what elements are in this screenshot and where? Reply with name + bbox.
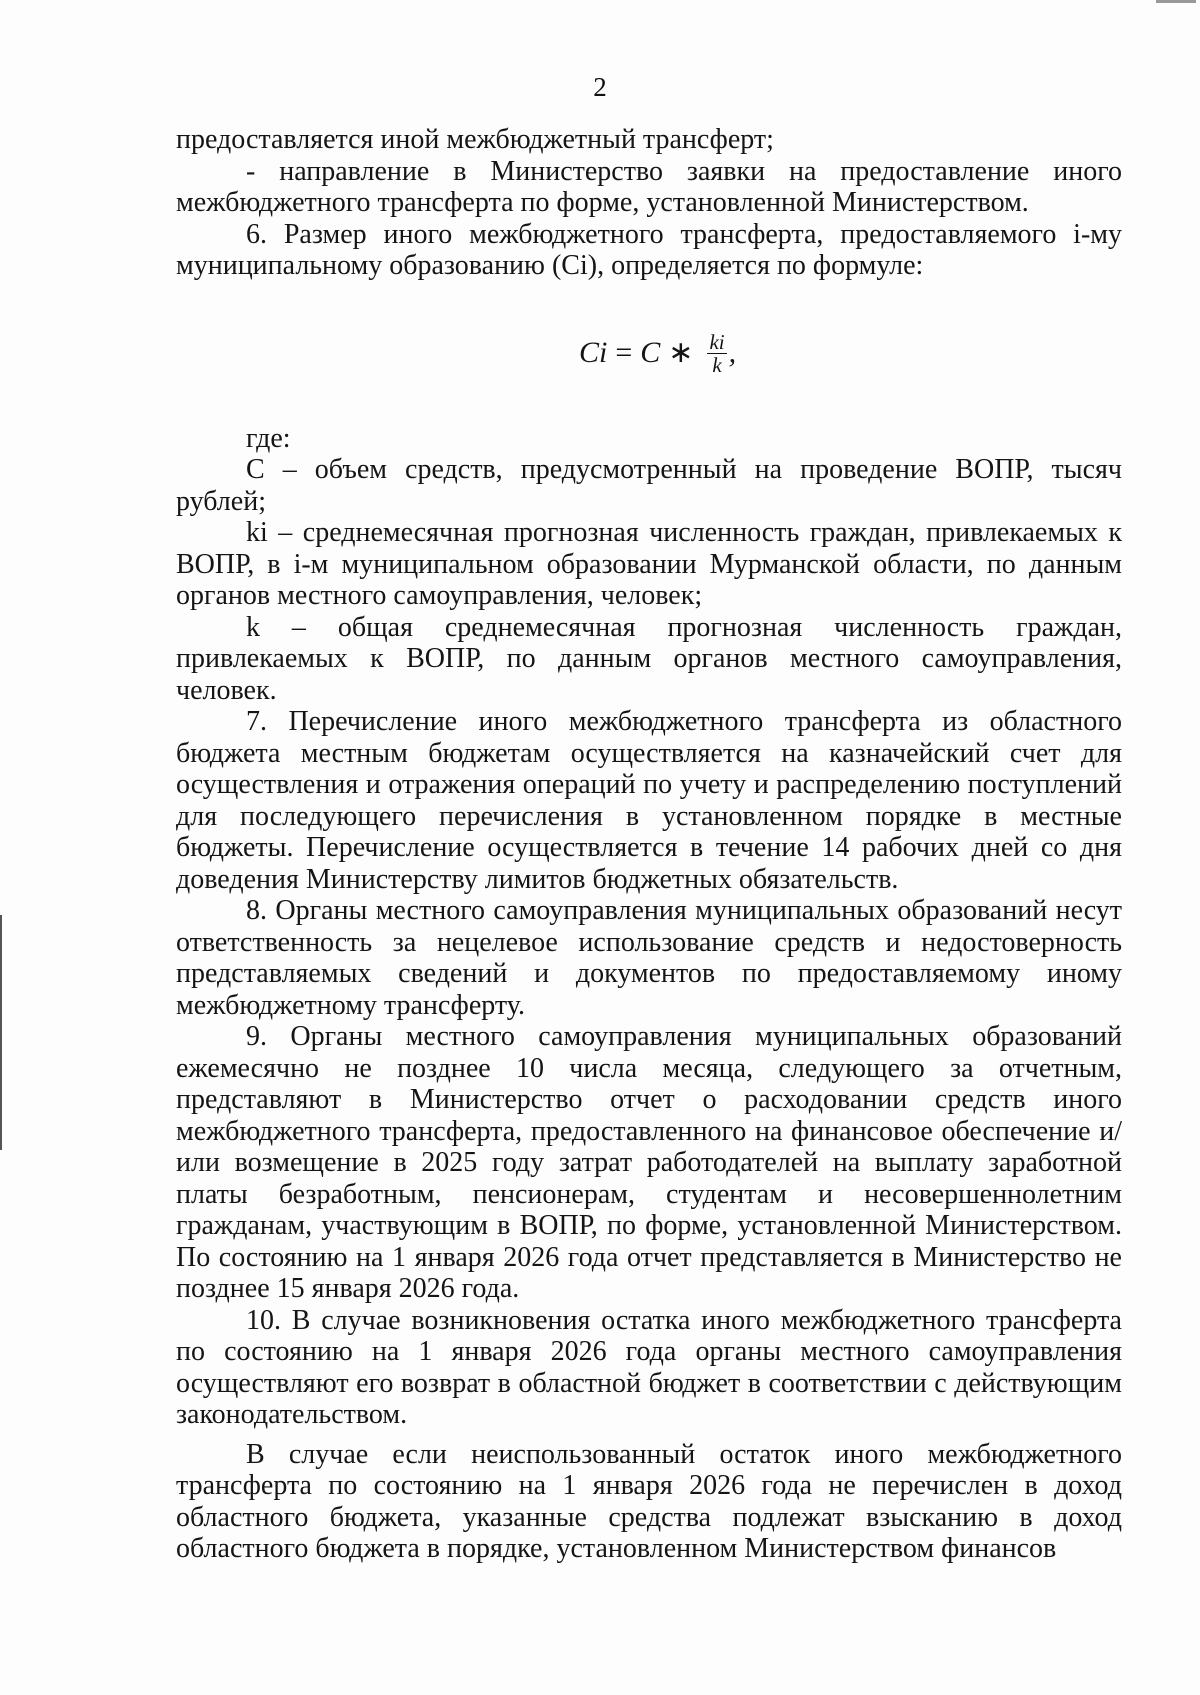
formula-comma: , <box>728 336 737 370</box>
formula-equals: = <box>615 336 633 370</box>
formula-expression <box>579 331 736 376</box>
formula <box>176 282 1122 423</box>
paragraph: 8. Органы местного самоуправления муниципальных образований несут ответственность за нецелевое использование средств и недостоверность представляемых сведений и документов по предоставляемому иному межбюджетному трансферту. <box>176 895 1122 1021</box>
paragraph: С – объем средств, предусмотренный на проведение ВОПР, тысяч рублей; <box>176 454 1122 517</box>
formula-c: C <box>640 336 661 370</box>
paragraph: 7. Перечисление иного межбюджетного трансферта из областного бюджета местным бюджетам осуществляется на казначейский счет для осуществления и отражения операций по учету и распределению поступлений для последующего перечисления в установленном порядке в местные бюджеты. Перечисление осуществляется в течение 14 рабочих дней со дня доведения Министерству лимитов бюджетных обязательств. <box>176 706 1122 895</box>
formula-lhs: Ci <box>579 336 608 370</box>
document-body <box>176 124 1122 1565</box>
formula-times: ∗ <box>668 336 694 370</box>
paragraph: ki – среднемесячная прогнозная численность граждан, привлекаемых к ВОПР, в i-м муниципальном образовании Мурманской области, по данным органов местного самоуправления, человек; <box>176 517 1122 611</box>
scan-corner-mark <box>1156 0 1196 3</box>
paragraph: k – общая среднемесячная прогнозная численность граждан, привлекаемых к ВОПР, по данным органов местного самоуправления, человек. <box>176 611 1122 706</box>
formula-denominator: k <box>712 352 722 377</box>
formula-numerator: ki <box>709 329 725 354</box>
scan-edge-line <box>0 915 2 1150</box>
paragraph: - направление в Министерство заявки на предоставление иного межбюджетного трансферта по форме, установленной Министерством. <box>176 155 1122 218</box>
page-number: 2 <box>593 72 607 102</box>
paragraph: В случае если неиспользованный остаток иного межбюджетного трансферта по состоянию на 1 января 2026 года не перечислен в доход областного бюджета, указанные средства подлежат взысканию в доход областного бюджета в порядке, установленном Министерством финансов <box>176 1438 1122 1564</box>
paragraph: где: <box>246 422 291 454</box>
formula-fraction <box>707 331 726 376</box>
paragraph: 10. В случае возникновения остатка иного межбюджетного трансферта по состоянию на 1 января 2026 года органы местного самоуправления осуществляют его возврат в областной бюджет в соответствии с действующим законодательством. <box>176 1304 1122 1430</box>
paragraph: предоставляется иной межбюджетный трансферт; <box>176 124 774 155</box>
paragraph: 6. Размер иного межбюджетного трансферта, предоставляемого i-му муниципальному образованию (Ci), определяется по формуле: <box>176 218 1122 281</box>
paragraph: 9. Органы местного самоуправления муниципальных образований ежемесячно не позднее 10 числа месяца, следующего за отчетным, представляют в Министерство отчет о расходовании средств иного межбюджетного трансферта, предоставленного на финансовое обеспечение и/или возмещение в 2025 году затрат работодателей на выплату заработной платы безработным, пенсионерам, студентам и несовершеннолетним гражданам, участвующим в ВОПР, по форме, установленной Министерством. По состоянию на 1 января 2026 года отчет представляется в Министерство не позднее 15 января 2026 года. <box>176 1021 1122 1304</box>
